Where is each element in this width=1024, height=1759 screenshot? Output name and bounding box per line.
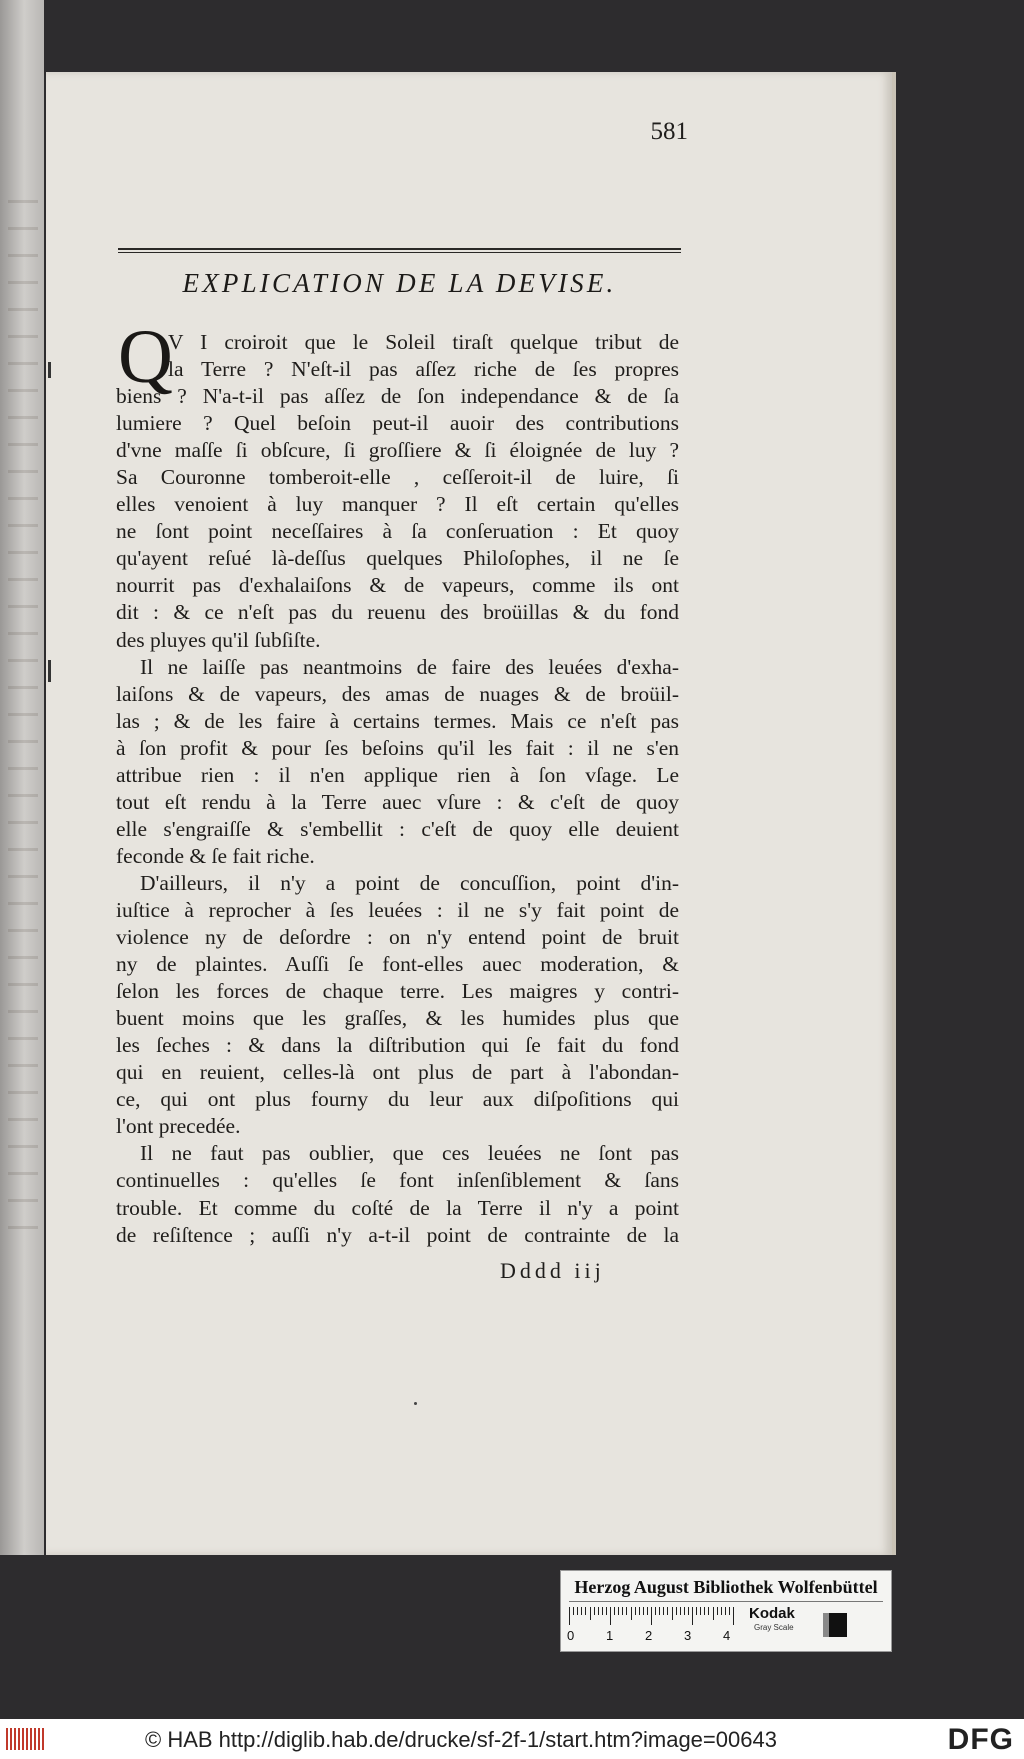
card-divider bbox=[569, 1601, 883, 1602]
text-line: d'vne maſſe ſi obſcure, ſi groſſiere & ſi éloignée de luy ? bbox=[116, 438, 679, 463]
text-line: Il ne faut pas oublier, que ces leuées ne ſont pas bbox=[140, 1141, 679, 1166]
ruler-tick bbox=[573, 1607, 574, 1615]
ruler-number: 0 bbox=[567, 1628, 575, 1643]
text-line: lumiere ? Quel beſoin peut-il auoir des contributions bbox=[116, 411, 679, 436]
ruler-tick bbox=[594, 1607, 595, 1615]
ruler-tick bbox=[708, 1607, 709, 1615]
color-calibration-card bbox=[560, 1570, 892, 1652]
header-rule bbox=[118, 248, 681, 250]
ruler-tick bbox=[704, 1607, 705, 1615]
ruler-tick bbox=[585, 1607, 586, 1615]
ruler-tick bbox=[729, 1607, 730, 1615]
ruler-number: 4 bbox=[723, 1628, 731, 1643]
credit-link[interactable]: © HAB http://diglib.hab.de/drucke/sf-2f-1/start.htm?image=00643 bbox=[145, 1727, 777, 1752]
page-heading: EXPLICATION DE LA DEVISE. bbox=[182, 268, 617, 298]
text-line: Sa Couronne tomberoit-elle , ceſſeroit-il de luire, ſi bbox=[116, 465, 679, 490]
ruler-tick bbox=[680, 1607, 681, 1615]
text-line: las ; & de les faire à certains termes. Mais ce n'eſt pas bbox=[116, 708, 679, 733]
text-line: ſelon les forces de chaque terre. Les maigres y contri- bbox=[116, 979, 679, 1004]
ruler-number: 1 bbox=[606, 1628, 614, 1643]
ruler-tick bbox=[713, 1607, 714, 1620]
text-line: qui en reuient, celles-là ont plus de part à l'abondan- bbox=[116, 1060, 679, 1085]
ruler-tick bbox=[639, 1607, 640, 1615]
ruler-tick bbox=[651, 1607, 652, 1625]
text-line: buent moins que les graſſes, & les humides plus que bbox=[116, 1006, 679, 1031]
scale-ruler bbox=[569, 1607, 744, 1629]
body-text bbox=[116, 329, 679, 1249]
ruler-tick bbox=[688, 1607, 689, 1615]
ruler-tick bbox=[676, 1607, 677, 1615]
margin-mark bbox=[48, 362, 51, 378]
ruler-tick bbox=[614, 1607, 615, 1615]
ruler-tick bbox=[659, 1607, 660, 1615]
text-line: ny de plaintes. Auſſi ſe font-elles auec moderation, & bbox=[116, 952, 679, 977]
ruler-tick bbox=[696, 1607, 697, 1615]
text-line: Il ne laiſſe pas neantmoins de faire des leuées d'exha- bbox=[140, 654, 679, 679]
ruler-tick bbox=[721, 1607, 722, 1615]
ruler-tick bbox=[581, 1607, 582, 1615]
ruler-tick bbox=[610, 1607, 611, 1625]
footer-bar bbox=[0, 1719, 1024, 1759]
text-line: les ſeches : & dans la diſtribution qui ſe fait du fond bbox=[116, 1033, 679, 1058]
ruler-tick bbox=[663, 1607, 664, 1615]
ruler-tick bbox=[655, 1607, 656, 1615]
text-line: D'ailleurs, il n'y a point de concuſſion, point d'in- bbox=[140, 870, 679, 895]
gray-scale-label: Gray Scale bbox=[754, 1623, 794, 1632]
text-line: feconde & ſe fait riche. bbox=[116, 843, 315, 868]
library-name: Herzog August Bibliothek Wolfenbüttel bbox=[574, 1577, 878, 1597]
text-line: laiſons & de vapeurs, des amas de nuages & de broüil- bbox=[116, 681, 679, 706]
ruler-tick bbox=[590, 1607, 591, 1620]
page-speck bbox=[414, 1402, 417, 1405]
ruler-tick bbox=[631, 1607, 632, 1620]
ruler-tick bbox=[618, 1607, 619, 1615]
ruler-tick bbox=[647, 1607, 648, 1615]
text-line: à ſon profit & pour ſes beſoins qu'il les fait : il ne s'en bbox=[116, 735, 679, 760]
ruler-tick bbox=[602, 1607, 603, 1615]
header-rule-thin bbox=[118, 252, 681, 253]
ruler-tick bbox=[733, 1607, 734, 1625]
ruler-tick bbox=[606, 1607, 607, 1615]
text-line: violence ny de deſordre : on n'y entend point de bruit bbox=[116, 925, 679, 950]
ruler-tick bbox=[635, 1607, 636, 1615]
text-line: l'ont precedée. bbox=[116, 1114, 241, 1139]
text-line: ce, qui ont plus fourny du leur aux diſpoſitions qui bbox=[116, 1087, 679, 1112]
text-line: trouble. Et comme du coſté de la Terre il n'y a point bbox=[116, 1195, 679, 1220]
facing-page-text-bleed bbox=[8, 200, 38, 1250]
text-line: attribue rien : il n'en applique rien à ſon vſage. Le bbox=[116, 762, 679, 787]
text-line: des pluyes qu'il ſubſiſte. bbox=[116, 627, 321, 652]
ruler-number: 2 bbox=[645, 1628, 653, 1643]
ruler-tick bbox=[700, 1607, 701, 1615]
ruler-tick bbox=[569, 1607, 570, 1625]
ruler-tick bbox=[684, 1607, 685, 1615]
ruler-tick bbox=[577, 1607, 578, 1615]
facing-page-edge bbox=[0, 0, 44, 1555]
dfg-logo: DFG bbox=[947, 1723, 1014, 1756]
ruler-tick bbox=[626, 1607, 627, 1615]
ruler-tick bbox=[725, 1607, 726, 1615]
text-line: nourrit pas d'exhalaiſons & de vapeurs, comme ils ont bbox=[116, 573, 679, 598]
text-line: tout eſt rendu à la Terre auec vſure : & c'eſt de quoy bbox=[116, 789, 679, 814]
drop-capital: Q bbox=[118, 315, 173, 399]
text-line: biens ? N'a-t-il pas aſſez de ſon independance & de ſa bbox=[116, 384, 679, 409]
kodak-brand: Kodak bbox=[749, 1605, 795, 1622]
page-number: 581 bbox=[650, 118, 688, 145]
text-line: elles venoient à luy manquer ? Il eſt certain qu'elles bbox=[116, 492, 679, 517]
text-line: iuſtice à reprocher à ſes leuées : il ne s'y fait point de bbox=[116, 897, 679, 922]
ruler-tick bbox=[598, 1607, 599, 1615]
text-line: elle s'engraiſſe & s'embellit : c'eſt de quoy elle deuient bbox=[116, 816, 679, 841]
margin-mark bbox=[48, 660, 51, 682]
signature-mark: Dddd iij bbox=[500, 1258, 605, 1283]
text-line: qu'ayent reſué là-deſſus quelques Philoſophes, il ne ſe bbox=[116, 546, 679, 571]
gray-patch bbox=[823, 1613, 847, 1637]
text-line: continuelles : qu'elles ſe font inſenſiblement & ſans bbox=[116, 1168, 679, 1193]
text-line: V I croiroit que le Soleil tiraſt quelque tribut de bbox=[168, 330, 679, 354]
text-line: la Terre ? N'eſt-il pas aſſez riche de ſes propres bbox=[168, 357, 679, 382]
text-line: dit : & ce n'eſt pas du reuenu des broüillas & du fond bbox=[116, 600, 679, 625]
ruler-tick bbox=[667, 1607, 668, 1615]
ruler-number: 3 bbox=[684, 1628, 692, 1643]
ruler-tick bbox=[643, 1607, 644, 1615]
text-line: ne ſont point neceſſaires à ſa conſeruation : Et quoy bbox=[116, 519, 679, 544]
ruler-tick bbox=[622, 1607, 623, 1615]
ruler-tick bbox=[692, 1607, 693, 1625]
text-line: de reſiſtence ; auſſi n'y a-t-il point de contrainte de la bbox=[116, 1222, 679, 1247]
barcode-icon bbox=[6, 1728, 46, 1750]
ruler-tick bbox=[672, 1607, 673, 1620]
ruler-tick bbox=[717, 1607, 718, 1615]
